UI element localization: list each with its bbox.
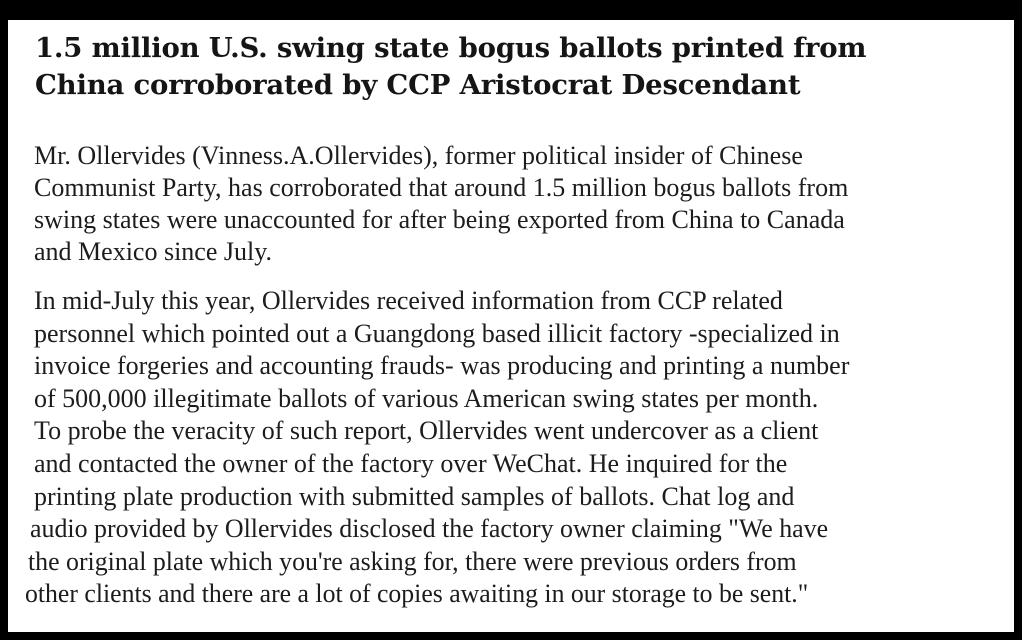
- paragraph-line: Mr. Ollervides (Vinness.A.Ollervides), former political insider of Chinese: [34, 141, 803, 170]
- headline-line: China corroborated by CCP Aristocrat Descendant: [35, 69, 801, 101]
- paragraph-line: Communist Party, has corroborated that around 1.5 million bogus ballots from: [34, 173, 849, 202]
- article-screenshot: [8, 20, 1014, 632]
- paragraph-line: audio provided by Ollervides disclosed the factory owner claiming "We have: [30, 514, 829, 544]
- paragraph-line: of 500,000 illegitimate ballots of various American swing states per month.: [34, 383, 819, 413]
- paragraph-line: other clients and there are a lot of copies awaiting in our storage to be sent.": [25, 579, 809, 609]
- paragraph-line: personnel which pointed out a Guangdong based illicit factory -specialized in: [34, 318, 840, 348]
- paragraph-line: invoice forgeries and accounting frauds- was producing and printing a number: [34, 351, 850, 381]
- paragraph-line: printing plate production with submitted samples of ballots. Chat log and: [34, 481, 795, 511]
- article-paragraph-2: [25, 285, 1009, 611]
- paragraph-line: swing states were unaccounted for after being exported from China to Canada: [34, 205, 845, 234]
- paragraph-line: and contacted the owner of the factory over WeChat. He inquired for the: [34, 448, 788, 478]
- paragraph-line: In mid-July this year, Ollervides received information from CCP related: [34, 286, 783, 315]
- paragraph-line: the original plate which you're asking for, there were previous orders from: [28, 546, 797, 576]
- paragraph-line: and Mexico since July.: [34, 237, 273, 266]
- article-headline: [35, 30, 995, 104]
- article-paragraph-1: [34, 140, 1009, 268]
- paragraph-line: To probe the veracity of such report, Ollervides went undercover as a client: [34, 416, 819, 446]
- headline-line: 1.5 million U.S. swing state bogus ballots printed from: [35, 32, 867, 64]
